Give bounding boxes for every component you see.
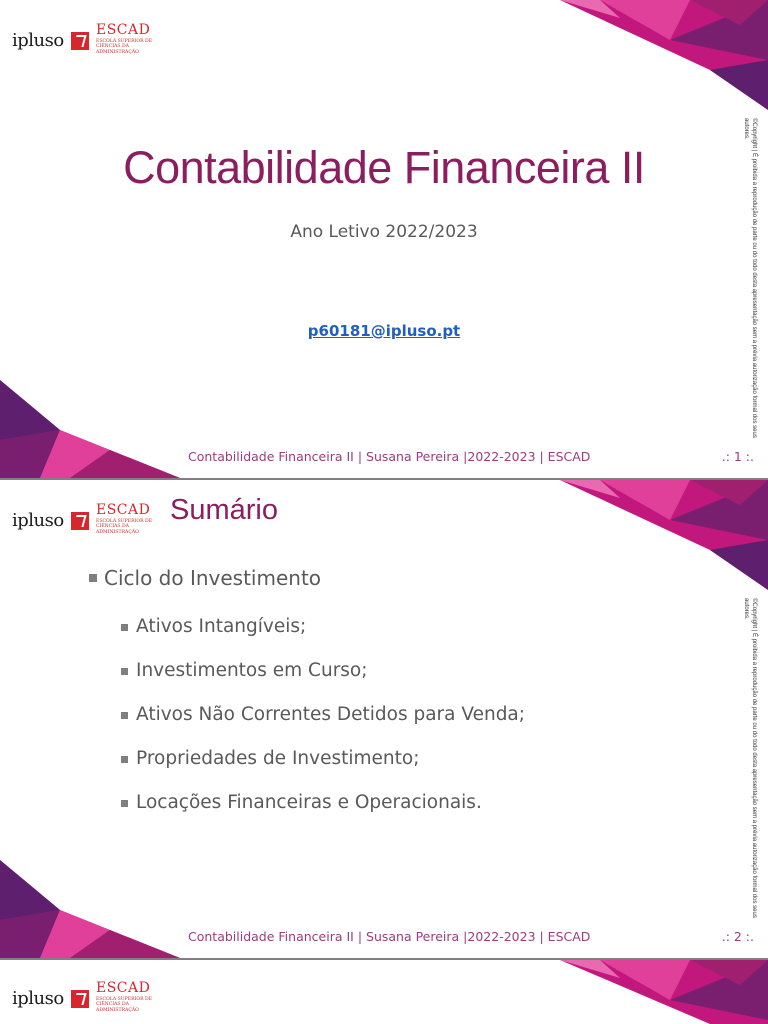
list-item [120,660,525,681]
institution-logo [4,10,160,68]
academic-year: Ano Letivo 2022/2023 [290,222,478,242]
escad-subtitle: ESCOLA SUPERIOR DE CIÊNCIAS DA ADMINISTRAÇÃO [96,519,153,535]
summary-list [88,566,525,836]
bullet-square-icon [121,668,128,675]
escad-wordmark: ESCAD [96,22,151,38]
list-item-label: Investimentos em Curso; [136,660,368,681]
escad-mark-icon [71,990,89,1008]
top-right-decoration [560,0,768,110]
institution-logo [4,490,160,548]
bottom-left-decoration [0,860,180,958]
slide-footer: Contabilidade Financeira II | Susana Pereira |2022-2023 | ESCAD [188,929,591,944]
ipluso-wordmark: ipluso [12,510,64,531]
list-item [120,616,525,637]
escad-mark-icon [71,512,89,530]
list-item-label: Propriedades de Investimento; [136,748,420,769]
slide-title: Contabilidade Financeira II [123,142,645,193]
slide-title: Sumário [170,494,278,526]
list-item-label: Ativos Não Correntes Detidos para Venda; [136,704,526,725]
list-item [120,704,525,725]
list-item [120,748,525,769]
bullet-square-icon [89,574,97,582]
slide-footer: Contabilidade Financeira II | Susana Pereira |2022-2023 | ESCAD [188,449,591,464]
page-number: .: 2 :. [721,929,754,944]
list-item-label: Ciclo do Investimento [104,566,322,590]
list-item [120,792,525,813]
escad-wordmark: ESCAD [96,502,151,518]
ipluso-wordmark: ipluso [12,988,64,1009]
contact-email-link[interactable]: p60181@ipluso.pt [307,322,461,340]
escad-wordmark: ESCAD [96,980,151,996]
list-item-label: Ativos Intangíveis; [136,616,307,637]
institution-logo [4,968,160,1024]
copyright-notice: ©Copyright | É proibida a reprodução de parte ou do todo desta apresentação sem a prévia autorização formal dos seus autores. [743,118,757,438]
page-number: .: 1 :. [721,449,754,464]
bottom-left-decoration [0,380,180,478]
bullet-square-icon [121,800,128,807]
slide-2 [0,480,768,958]
list-item-label: Locações Financeiras e Operacionais. [136,792,482,813]
escad-mark-icon [71,32,89,50]
slide-1 [0,0,768,478]
slide-3 [0,960,768,1024]
top-right-decoration [560,960,768,1024]
bullet-square-icon [121,624,128,631]
copyright-notice: ©Copyright | É proibida a reprodução de parte ou do todo desta apresentação sem a prévia autorização formal dos seus autores. [743,598,757,918]
list-item [88,566,525,590]
bullet-square-icon [121,712,128,719]
ipluso-wordmark: ipluso [12,30,64,51]
escad-subtitle: ESCOLA SUPERIOR DE CIÊNCIAS DA ADMINISTRAÇÃO [96,997,153,1013]
escad-subtitle: ESCOLA SUPERIOR DE CIÊNCIAS DA ADMINISTRAÇÃO [96,39,153,55]
top-right-decoration [560,480,768,590]
bullet-square-icon [121,756,128,763]
